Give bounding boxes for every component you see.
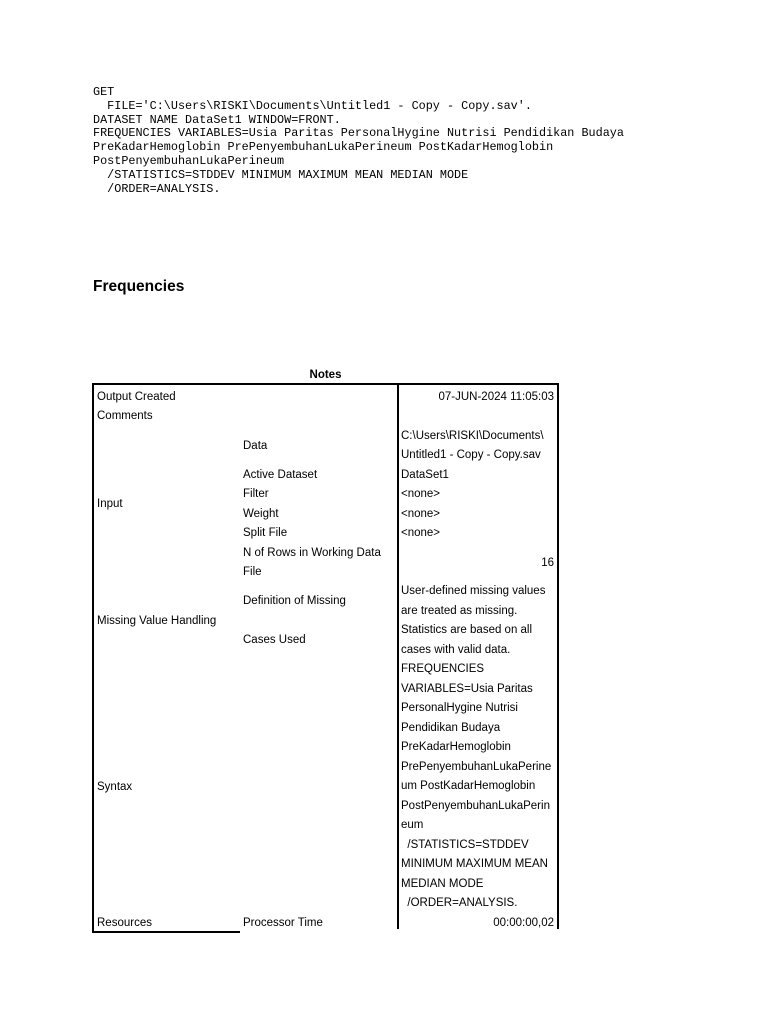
value-syntax-line: MINIMUM MAXIMUM MEAN [401,858,548,870]
value-syntax-line: PreKadarHemoglobin [401,741,511,753]
syntax-line: /ORDER=ANALYSIS. [93,181,221,196]
value-syntax-line: PostPenyembuhanLukaPerin [401,800,550,812]
value-syntax-line: VARIABLES=Usia Paritas [401,683,533,695]
table-border-left [92,383,94,933]
page-heading: Frequencies [93,278,185,295]
value-syntax-line: /STATISTICS=STDDEV [401,839,529,851]
value-output-created: 07-JUN-2024 11:05:03 [438,391,554,403]
value-filter: <none> [401,488,441,500]
value-syntax-line: /ORDER=ANALYSIS. [401,897,518,909]
row-label-missing-value-handling: Missing Value Handling [97,615,217,627]
sub-label-n-rows: N of Rows in Working Data [243,547,381,559]
syntax-line: /STATISTICS=STDDEV MINIMUM MAXIMUM MEAN MEDIAN MODE [93,167,469,182]
sub-label-definition-of-missing: Definition of Missing [243,595,346,607]
sub-label-weight: Weight [243,508,279,520]
table-border-top [92,383,559,385]
table-title: Notes [309,369,342,381]
value-data-cont: Untitled1 - Copy - Copy.sav [401,449,541,461]
syntax-line: GET [93,85,115,99]
row-label-syntax: Syntax [97,781,133,793]
syntax-line: PreKadarHemoglobin PrePenyembuhanLukaPerineum PostKadarHemoglobin [93,140,554,155]
syntax-line: FREQUENCIES VARIABLES=Usia Paritas PersonalHygine Nutrisi Pendidikan Budaya [93,126,624,141]
row-label-input: Input [97,498,123,510]
syntax-block [93,86,624,196]
syntax-line: FILE='C:\Users\RISKI\Documents\Untitled1 - Copy - Copy.sav'. [93,98,532,113]
value-syntax-line: PersonalHygine Nutrisi [401,702,518,714]
sub-label-data: Data [243,440,268,452]
table-border-right [557,383,559,929]
sub-label-cases-used: Cases Used [243,634,306,646]
value-cases-used-cont: cases with valid data. [401,644,511,656]
value-n-rows: 16 [541,557,554,569]
sub-label-n-rows-cont: File [243,566,262,578]
value-split-file: <none> [401,527,441,539]
value-data: C:\Users\RISKI\Documents\ [401,430,544,442]
notes-table [92,383,559,933]
value-definition-of-missing: User-defined missing values [401,585,546,597]
syntax-line: PostPenyembuhanLukaPerineum [93,153,285,168]
sub-label-processor-time: Processor Time [243,917,323,929]
sub-label-filter: Filter [243,488,269,500]
value-syntax-line: eum [401,819,424,831]
value-processor-time: 00:00:00,02 [493,917,554,929]
value-cases-used: Statistics are based on all [401,624,533,636]
value-weight: <none> [401,508,441,520]
row-label-output-created: Output Created [97,391,176,403]
value-syntax-line: Pendidikan Budaya [401,722,501,734]
syntax-line: DATASET NAME DataSet1 WINDOW=FRONT. [93,112,341,127]
sub-label-active-dataset: Active Dataset [243,469,318,481]
value-syntax-line: MEDIAN MODE [401,878,484,890]
value-syntax-line: FREQUENCIES [401,663,485,675]
value-syntax-line: PrePenyembuhanLukaPerine [401,761,552,773]
sub-label-split-file: Split File [243,527,288,539]
row-label-comments: Comments [97,410,153,422]
value-syntax-line: um PostKadarHemoglobin [401,780,536,792]
column-divider [397,383,399,929]
value-definition-of-missing-cont: are treated as missing. [401,605,518,617]
value-active-dataset: DataSet1 [401,469,449,481]
row-label-resources: Resources [97,917,152,929]
